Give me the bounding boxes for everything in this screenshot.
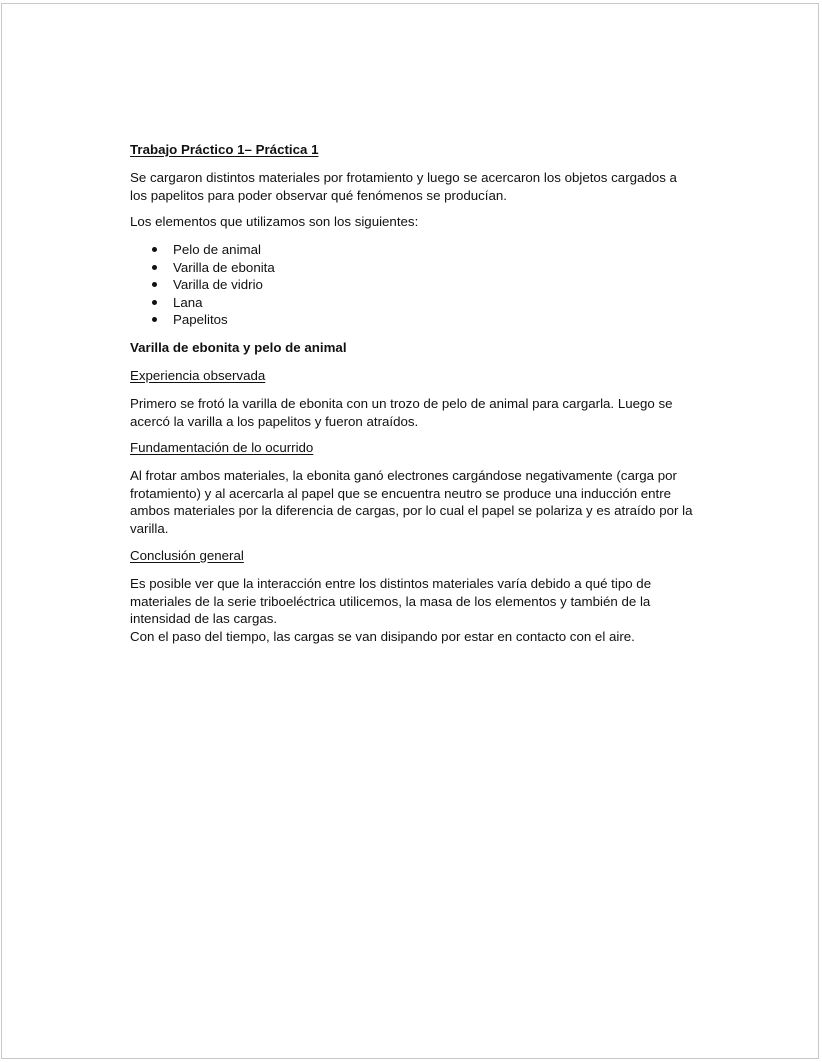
bullet-icon [152, 265, 157, 270]
list-item [130, 259, 275, 277]
list-item [130, 276, 275, 294]
bullet-icon [152, 247, 157, 252]
bullet-icon [152, 300, 157, 305]
list-item [130, 311, 275, 329]
elements-list [130, 241, 275, 329]
text-line: frotamiento) y al acercarla al papel que se encuentra neutro se produce una inducción entre [130, 485, 672, 501]
bullet-icon [152, 317, 157, 322]
text-line: ambos materiales por la diferencia de cargas, por lo cual el papel se polariza y es atraído por la [130, 503, 693, 518]
experience-heading: Experiencia observada [130, 368, 266, 383]
document-title: Trabajo Práctico 1– Práctica 1 [130, 142, 319, 157]
bullet-icon [152, 282, 157, 287]
text-line: Al frotar ambos materiales, la ebonita ganó electrones cargándose negativamente (carga por [130, 468, 677, 483]
text-line: Se cargaron distintos materiales por frotamiento y luego se acercaron los objetos cargados a [130, 170, 677, 185]
list-item-label: Lana [173, 294, 203, 310]
list-item-label: Varilla de vidrio [173, 277, 263, 292]
experience-paragraph [130, 395, 673, 430]
list-item-label: Papelitos [173, 312, 228, 327]
list-item-label: Varilla de ebonita [173, 259, 275, 275]
intro-paragraph [130, 169, 677, 204]
text-line: intensidad de las cargas. [130, 611, 278, 626]
list-item [130, 294, 275, 312]
list-item-label: Pelo de animal [173, 242, 261, 257]
text-line: Con el paso del tiempo, las cargas se van disipando por estar en contacto con el aire. [130, 628, 635, 644]
foundation-heading: Fundamentación de lo ocurrido [130, 440, 314, 455]
list-item [130, 241, 275, 259]
text-line: Primero se frotó la varilla de ebonita con un trozo de pelo de animal para cargarla. Luego se [130, 396, 673, 411]
text-line: los papelitos para poder observar qué fenómenos se producían. [130, 187, 507, 203]
conclusion-heading: Conclusión general [130, 548, 244, 563]
foundation-paragraph [130, 467, 692, 537]
section-heading: Varilla de ebonita y pelo de animal [130, 340, 347, 355]
elements-intro: Los elementos que utilizamos son los siguientes: [130, 214, 419, 229]
text-line: varilla. [130, 520, 169, 536]
document-page [1, 3, 819, 1059]
conclusion-paragraph [130, 575, 651, 645]
text-line: Es posible ver que la interacción entre los distintos materiales varía debido a qué tipo de [130, 576, 652, 591]
text-line: acercó la varilla a los papelitos y fueron atraídos. [130, 413, 419, 429]
text-line: materiales de la serie triboeléctrica utilicemos, la masa de los elementos y también de la [130, 593, 651, 609]
